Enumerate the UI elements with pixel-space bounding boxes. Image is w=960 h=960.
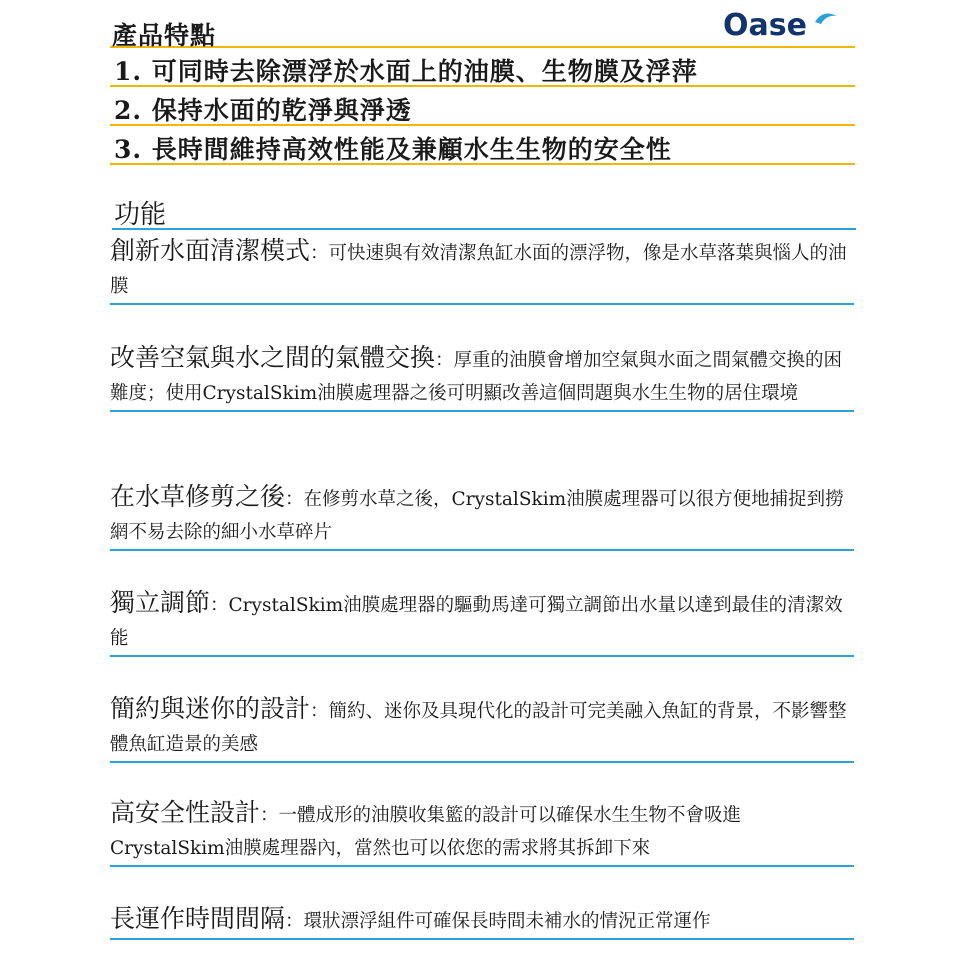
item-text: ：環狀漂浮組件可確保長時間未補水的情況正常運作 [285, 911, 711, 932]
function-item-2 [110, 341, 854, 412]
oase-logo [723, 8, 835, 48]
feature-text: 1. 可同時去除漂浮於水面上的油膜、生物膜及浮萍 [114, 57, 698, 86]
function-item-4 [110, 586, 854, 657]
item-heading: 高安全性設計 [110, 798, 261, 827]
feature-text: 2. 保持水面的乾淨與淨透 [114, 96, 412, 125]
item-text: ：簡約、迷你及具現代化的設計可完美融入魚缸的背景，不影響整體魚缸造景的美感 [110, 701, 847, 755]
wave-icon [813, 10, 839, 28]
item-heading: 在水草修剪之後 [110, 482, 286, 511]
function-item-5 [110, 692, 854, 763]
function-item-1 [110, 234, 854, 305]
section-title-text: 功能 [114, 200, 167, 230]
function-item-7 [110, 902, 854, 940]
item-heading: 創新水面清潔模式 [110, 236, 311, 265]
page-title: 產品特點 [112, 21, 217, 50]
features-title-row [110, 10, 855, 48]
section-title [112, 194, 856, 230]
logo-text: Oase [723, 8, 807, 43]
item-text: ：厚重的油膜會增加空氣與水面之間氣體交換的困難度；使用CrystalSkim油膜處理器之後可明顯改善這個問題與水生生物的居住環境 [110, 350, 843, 404]
item-heading: 獨立調節 [110, 588, 211, 617]
feature-row-3 [110, 126, 855, 165]
feature-text: 3. 長時間維持高效性能及兼顧水生生物的安全性 [114, 135, 672, 164]
product-features-header [110, 10, 855, 165]
item-heading: 簡約與迷你的設計 [110, 694, 311, 723]
function-item-6 [110, 796, 854, 867]
item-heading: 長運作時間間隔 [110, 904, 286, 933]
function-item-3 [110, 480, 854, 551]
item-text: ：一體成形的油膜收集籃的設計可以確保水生生物不會吸進CrystalSkim油膜處理器內，當然也可以依您的需求將其拆卸下來 [110, 805, 742, 859]
item-text: ：在修剪水草之後，CrystalSkim油膜處理器可以很方便地捕捉到撈網不易去除的細小水草碎片 [110, 489, 844, 543]
item-text: ：可快速與有效清潔魚缸水面的漂浮物，像是水草落葉與惱人的油膜 [110, 243, 847, 297]
item-heading: 改善空氣與水之間的氣體交換 [110, 343, 436, 372]
feature-row-1 [110, 48, 855, 87]
feature-row-2 [110, 87, 855, 126]
item-text: ：CrystalSkim油膜處理器的驅動馬達可獨立調節出水量以達到最佳的清潔效能 [110, 595, 843, 649]
